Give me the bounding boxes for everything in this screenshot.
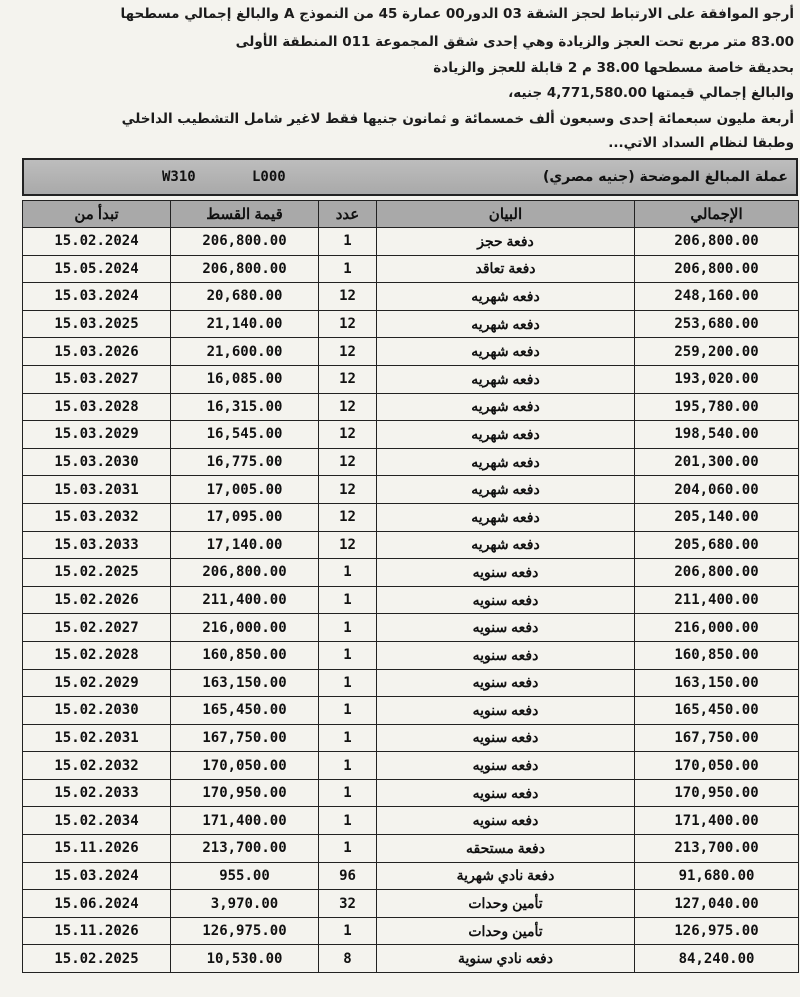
table-row [23,476,799,504]
start-cell: 15.02.2034 [23,807,171,835]
count-cell: 32 [319,890,377,918]
total-cell: 170,050.00 [635,752,799,780]
total-cell: 126,975.00 [635,917,799,945]
count-cell: 1 [319,669,377,697]
total-cell: 205,140.00 [635,503,799,531]
table-row [23,669,799,697]
start-cell: 15.11.2026 [23,917,171,945]
total-cell: 165,450.00 [635,697,799,725]
count-cell: 1 [319,779,377,807]
start-cell: 15.03.2024 [23,862,171,890]
table-row [23,697,799,725]
table-row [23,393,799,421]
description-cell: تأمين وحدات [377,917,635,945]
description-cell: دفعه سنويه [377,559,635,587]
installment-cell: 213,700.00 [171,835,319,863]
header-total: الإجمالي [635,201,799,228]
installment-cell: 17,140.00 [171,531,319,559]
installment-cell: 20,680.00 [171,283,319,311]
currency-bar [22,158,798,196]
code-left: W310 [162,169,196,185]
start-cell: 15.02.2029 [23,669,171,697]
table-row [23,917,799,945]
count-cell: 1 [319,614,377,642]
total-cell: 213,700.00 [635,835,799,863]
description-cell: دفعه سنويه [377,641,635,669]
count-cell: 12 [319,310,377,338]
count-cell: 12 [319,365,377,393]
description-cell: دفعة تعاقد [377,255,635,283]
description-cell: دفعه شهريه [377,448,635,476]
currency-label: عملة المبالغ الموضحة (جنيه مصري) [542,169,788,185]
description-cell: دفعه شهريه [377,283,635,311]
table-row [23,614,799,642]
start-cell: 15.03.2030 [23,448,171,476]
start-cell: 15.02.2028 [23,641,171,669]
start-cell: 15.02.2033 [23,779,171,807]
description-cell: دفعه شهريه [377,310,635,338]
installment-cell: 206,800.00 [171,559,319,587]
start-cell: 15.02.2027 [23,614,171,642]
intro-line-1: أرجو الموافقة على الارتباط لحجز الشقة 03 الدور00 عمارة 45 من النموذج A والبالغ إجمالي مسطحها [120,6,794,22]
count-cell: 12 [319,283,377,311]
count-cell: 1 [319,255,377,283]
start-cell: 15.03.2027 [23,365,171,393]
description-cell: دفعه نادي سنوية [377,945,635,973]
table-row [23,503,799,531]
installment-cell: 165,450.00 [171,697,319,725]
installment-cell: 16,775.00 [171,448,319,476]
schedule-table [22,200,799,973]
start-cell: 15.02.2025 [23,559,171,587]
start-cell: 15.03.2028 [23,393,171,421]
total-cell: 170,950.00 [635,779,799,807]
description-cell: دفعه شهريه [377,476,635,504]
intro-line-3: بحديقة خاصة مسطحها 38.00 م 2 قابلة للعجز والزيادة [433,60,794,76]
start-cell: 15.03.2026 [23,338,171,366]
start-cell: 15.03.2031 [23,476,171,504]
installment-cell: 170,950.00 [171,779,319,807]
description-cell: دفعه سنويه [377,669,635,697]
code-right: L000 [252,169,286,185]
description-cell: دفعه سنويه [377,697,635,725]
total-cell: 206,800.00 [635,255,799,283]
count-cell: 12 [319,421,377,449]
start-cell: 15.03.2032 [23,503,171,531]
table-row [23,531,799,559]
description-cell: دفعه سنويه [377,724,635,752]
total-cell: 253,680.00 [635,310,799,338]
total-cell: 206,800.00 [635,559,799,587]
table-row [23,421,799,449]
description-cell: دفعه شهريه [377,503,635,531]
start-cell: 15.03.2029 [23,421,171,449]
table-row [23,835,799,863]
total-cell: 160,850.00 [635,641,799,669]
total-cell: 167,750.00 [635,724,799,752]
total-cell: 193,020.00 [635,365,799,393]
total-cell: 248,160.00 [635,283,799,311]
table-row [23,724,799,752]
table-row [23,945,799,973]
description-cell: دفعة حجز [377,228,635,256]
count-cell: 12 [319,448,377,476]
installment-cell: 163,150.00 [171,669,319,697]
count-cell: 1 [319,807,377,835]
installment-cell: 10,530.00 [171,945,319,973]
start-cell: 15.03.2033 [23,531,171,559]
description-cell: دفعه شهريه [377,531,635,559]
start-cell: 15.06.2024 [23,890,171,918]
total-cell: 195,780.00 [635,393,799,421]
count-cell: 12 [319,338,377,366]
count-cell: 12 [319,393,377,421]
installment-cell: 17,095.00 [171,503,319,531]
start-cell: 15.02.2032 [23,752,171,780]
table-row [23,807,799,835]
description-cell: دفعه شهريه [377,393,635,421]
installment-cell: 16,085.00 [171,365,319,393]
installment-cell: 17,005.00 [171,476,319,504]
intro-line-4: والبالغ إجمالي قيمتها 4,771,580.00 جنيه، [508,85,794,101]
intro-text [0,0,800,150]
count-cell: 1 [319,559,377,587]
installment-cell: 206,800.00 [171,228,319,256]
description-cell: دفعه شهريه [377,421,635,449]
count-cell: 8 [319,945,377,973]
total-cell: 91,680.00 [635,862,799,890]
count-cell: 12 [319,503,377,531]
table-row [23,283,799,311]
description-cell: دفعه سنويه [377,586,635,614]
description-cell: دفعه شهريه [377,338,635,366]
description-cell: دفعة مستحقه [377,835,635,863]
table-row [23,890,799,918]
total-cell: 84,240.00 [635,945,799,973]
table-row [23,255,799,283]
count-cell: 1 [319,835,377,863]
start-cell: 15.02.2024 [23,228,171,256]
total-cell: 198,540.00 [635,421,799,449]
total-cell: 201,300.00 [635,448,799,476]
table-row [23,862,799,890]
start-cell: 15.02.2026 [23,586,171,614]
count-cell: 1 [319,917,377,945]
installment-cell: 126,975.00 [171,917,319,945]
installment-cell: 206,800.00 [171,255,319,283]
table-row [23,228,799,256]
description-cell: دفعه سنويه [377,614,635,642]
start-cell: 15.05.2024 [23,255,171,283]
installment-cell: 21,140.00 [171,310,319,338]
count-cell: 1 [319,724,377,752]
count-cell: 12 [319,531,377,559]
installment-cell: 21,600.00 [171,338,319,366]
total-cell: 204,060.00 [635,476,799,504]
description-cell: دفعه سنويه [377,807,635,835]
description-cell: دفعه سنويه [377,779,635,807]
table-row [23,641,799,669]
header-row [23,201,799,228]
total-cell: 205,680.00 [635,531,799,559]
description-cell: تأمين وحدات [377,890,635,918]
installment-cell: 16,315.00 [171,393,319,421]
total-cell: 259,200.00 [635,338,799,366]
total-cell: 127,040.00 [635,890,799,918]
count-cell: 96 [319,862,377,890]
start-cell: 15.03.2025 [23,310,171,338]
count-cell: 1 [319,586,377,614]
payment-schedule [22,158,800,997]
installment-cell: 170,050.00 [171,752,319,780]
count-cell: 1 [319,697,377,725]
total-cell: 163,150.00 [635,669,799,697]
table-row [23,365,799,393]
description-cell: دفعه سنويه [377,752,635,780]
header-count: عدد [319,201,377,228]
installment-cell: 171,400.00 [171,807,319,835]
start-cell: 15.03.2024 [23,283,171,311]
start-cell: 15.11.2026 [23,835,171,863]
installment-cell: 216,000.00 [171,614,319,642]
installment-cell: 160,850.00 [171,641,319,669]
table-row [23,586,799,614]
installment-cell: 211,400.00 [171,586,319,614]
total-cell: 211,400.00 [635,586,799,614]
description-cell: دفعه شهريه [377,365,635,393]
table-row [23,448,799,476]
installment-cell: 16,545.00 [171,421,319,449]
intro-line-2: 83.00 متر مربع تحت العجز والزيادة وهي إحدى شقق المجموعة 011 المنطقة الأولى [235,34,794,50]
total-cell: 171,400.00 [635,807,799,835]
table-row [23,559,799,587]
table-row [23,310,799,338]
header-description: البيان [377,201,635,228]
start-cell: 15.02.2031 [23,724,171,752]
installment-cell: 167,750.00 [171,724,319,752]
count-cell: 1 [319,752,377,780]
intro-line-6: وطبقا لنظام السداد الاتي... [608,135,794,151]
header-installment: قيمة القسط [171,201,319,228]
table-row [23,779,799,807]
total-cell: 216,000.00 [635,614,799,642]
installment-cell: 955.00 [171,862,319,890]
start-cell: 15.02.2025 [23,945,171,973]
total-cell: 206,800.00 [635,228,799,256]
start-cell: 15.02.2030 [23,697,171,725]
table-row [23,338,799,366]
intro-line-5: أربعة مليون سبعمائة إحدى وسبعون ألف خمسمائة و ثمانون جنيها فقط لاغير شامل التشطيب الداخلي [121,111,794,127]
description-cell: دفعة نادي شهرية [377,862,635,890]
count-cell: 1 [319,228,377,256]
header-start: تبدأ من [23,201,171,228]
count-cell: 12 [319,476,377,504]
table-row [23,752,799,780]
installment-cell: 3,970.00 [171,890,319,918]
count-cell: 1 [319,641,377,669]
